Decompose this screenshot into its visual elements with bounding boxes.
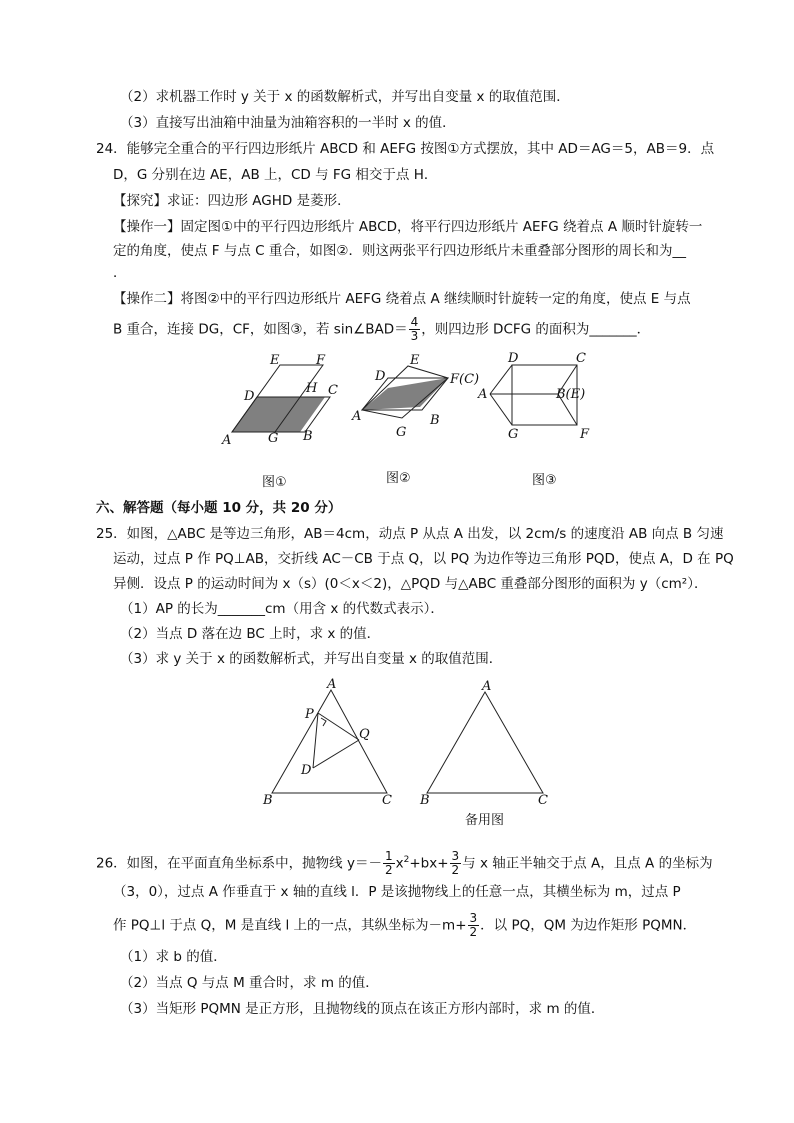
figure-1: [221, 353, 338, 490]
q26-part3: （3）当矩形 PQMN 是正方形，且抛物线的顶点在该正方形内部时，求 m 的值．: [120, 1001, 605, 1017]
fig1-label-H: H: [306, 381, 318, 396]
fig4-label-P: P: [305, 707, 314, 722]
figure-2: [351, 353, 479, 486]
q24-op2-line1: 【操作二】将图②中的平行四边形纸片 AEFG 绕着点 A 继续顺时针旋转一定的角度，使点 E 与点: [113, 291, 691, 307]
q26-line3: [113, 912, 696, 939]
q24-op1-line1: 【操作一】固定图①中的平行四边形纸片 ABCD，将平行四边形纸片 AEFG 绕着点 A 顺时针旋转一: [113, 219, 703, 235]
q25-part2: （2）当点 D 落在边 BC 上时，求 x 的值．: [120, 626, 381, 642]
fig3-label-F: F: [580, 427, 590, 442]
fig2-label-D: D: [375, 369, 386, 384]
q25-part1: （1）AP 的长为_______cm（用含 x 的代数式表示）．: [120, 601, 444, 617]
q24-op2-text-a: B 重合，连接 DG，CF，如图③，若 sin∠BAD＝: [113, 321, 408, 338]
q26-text-b: x: [395, 855, 404, 872]
fig2-caption: 图②: [386, 471, 411, 486]
fig4-label-B: B: [263, 793, 273, 808]
fig3-label-C: C: [576, 351, 586, 366]
q25-line3: 异侧．设点 P 的运动时间为 x（s）(0＜x＜2)，△PQD 与△ABC 重叠部分图形的面积为 y（cm²）．: [113, 576, 708, 592]
fig1-label-E: E: [270, 353, 280, 368]
fig4-label-D: D: [301, 763, 312, 778]
q26-sup: 2: [403, 855, 410, 865]
q26-text-c: +bx+: [409, 855, 449, 872]
fig4-label-Q: Q: [359, 727, 370, 742]
figure-3: [477, 351, 590, 488]
figure-5: [419, 679, 548, 828]
q26-fraction-3: $\frac{3}{2}$: [469, 911, 478, 939]
q26-part1: （1）求 b 的值．: [120, 949, 227, 965]
fig2-label-B: B: [430, 413, 440, 428]
q26-part2: （2）当点 Q 与点 M 重合时，求 m 的值．: [120, 975, 379, 991]
fig2-label-E: E: [410, 353, 420, 368]
fig4-label-A: A: [327, 677, 337, 692]
q24-line1: 24．能够完全重合的平行四边形纸片 ABCD 和 AEFG 按图①方式摆放，其中 AD＝AG＝5，AB＝9．点: [96, 141, 715, 157]
fig3-label-BE: B(E): [556, 387, 586, 402]
q24-sin-fraction: $\frac{4}{3}$: [410, 315, 419, 343]
fig5-label-A: A: [482, 679, 492, 694]
q26-fraction-2: $\frac{3}{2}$: [451, 849, 460, 877]
q24-line2: D，G 分别在边 AE，AB 上，CD 与 FG 相交于点 H．: [113, 167, 438, 183]
q25-line1: 25．如图，△ABC 是等边三角形，AB＝4cm，动点 P 从点 A 出发，以 2cm/s 的速度沿 AB 向点 B 匀速: [96, 526, 724, 542]
q26-line2: （3，0），过点 A 作垂直于 x 轴的直线 l．P 是该抛物线上的任意一点，其横坐标为 m，过点 P: [113, 884, 681, 900]
q24-op1-line2: 定的角度，使点 F 与点 C 重合，如图②．则这两张平行四边形纸片未重叠部分图形的周长和为__: [113, 243, 686, 259]
fig1-label-F: F: [316, 353, 326, 368]
fig3-label-A: A: [478, 387, 488, 402]
fig1-label-D: D: [244, 389, 255, 404]
fig2-label-FC: F(C): [450, 372, 480, 387]
q25-figures: [255, 672, 575, 832]
fig3-label-G: G: [508, 427, 519, 442]
q26-text-d: 与 x 轴正半轴交于点 A，且点 A 的坐标为: [462, 855, 713, 872]
fig1-label-B: B: [303, 429, 313, 444]
fig1-label-A: A: [222, 433, 232, 448]
fig1-label-G: G: [268, 431, 279, 446]
q26-text-f: ．以 PQ，QM 为边作矩形 PQMN．: [480, 917, 697, 934]
q24-figures: [210, 350, 610, 495]
q26-fraction-1: $\frac{1}{2}$: [384, 849, 393, 877]
q24-op1-line3: ．: [113, 265, 127, 281]
figure-4: [262, 677, 392, 808]
right-angle-mark: [321, 718, 326, 726]
fig2-label-A: A: [352, 409, 362, 424]
fig1-caption: 图①: [262, 475, 287, 490]
q25-part3: （3）求 y 关于 x 的函数解析式，并写出自变量 x 的取值范围．: [120, 651, 503, 667]
q26-text-e: 作 PQ⊥l 于点 Q，M 是直线 l 上的一点，其纵坐标为－m+: [113, 917, 467, 934]
fig4-label-C: C: [382, 793, 392, 808]
q23-part3: （3）直接写出油箱中油量为油箱容积的一半时 x 的值．: [120, 115, 456, 131]
q23-part2: （2）求机器工作时 y 关于 x 的函数解析式，并写出自变量 x 的取值范围．: [120, 89, 570, 105]
q24-op2-line2: [113, 316, 650, 343]
section6-heading: 六、解答题（每小题 10 分，共 20 分）: [96, 500, 342, 516]
fig1-label-C: C: [328, 383, 338, 398]
q26-text-a: 26．如图，在平面直角坐标系中，抛物线 y＝－: [96, 855, 382, 872]
fig5-label-B: B: [420, 793, 430, 808]
fig3-label-D: D: [508, 351, 519, 366]
fig3-caption: 图③: [532, 473, 557, 488]
fig2-label-G: G: [396, 425, 407, 440]
q24-op2-text-b: ，则四边形 DCFG 的面积为_______．: [421, 321, 651, 338]
q25-line2: 运动，过点 P 作 PQ⊥AB，交折线 AC－CB 于点 Q，以 PQ 为边作等边三角形 PQD，使点 A，D 在 PQ: [113, 551, 734, 567]
fig5-label-C: C: [538, 793, 548, 808]
q26-line1: [96, 850, 713, 877]
fig5-caption: 备用图: [465, 813, 505, 828]
q24-explore: 【探究】求证：四边形 AGHD 是菱形．: [113, 193, 351, 209]
